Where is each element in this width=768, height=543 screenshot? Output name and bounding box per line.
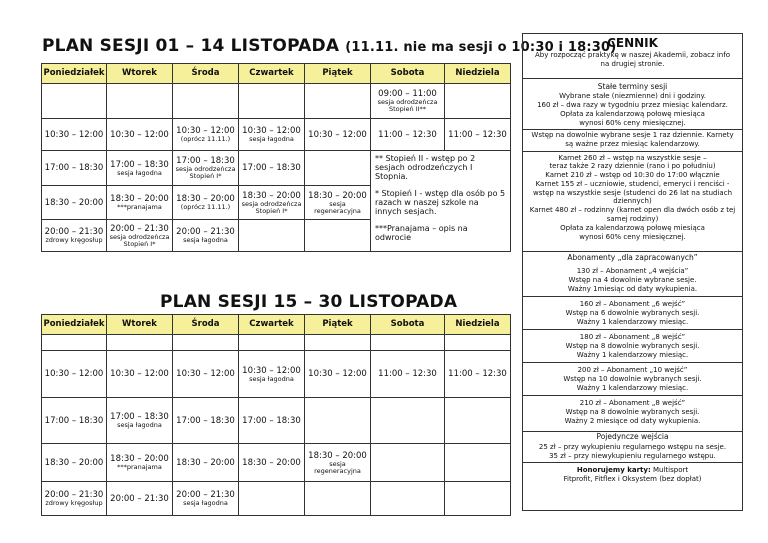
divider <box>523 395 742 396</box>
session-type: sesja łagodna <box>249 374 294 383</box>
session-time: 20:00 – 21:30 <box>110 493 169 504</box>
session-time: 18:30 – 20:00 <box>44 197 104 208</box>
session-time: 20:00 – 21:30 <box>110 223 169 234</box>
schedule-cell <box>371 335 445 351</box>
schedule-cell <box>305 351 371 398</box>
schedule-cell <box>305 335 371 351</box>
schedule-cell <box>305 444 371 482</box>
schedule-cell <box>107 351 173 398</box>
session-time: 10:30 – 12:00 <box>176 126 235 136</box>
session-time: 17:00 – 18:30 <box>110 159 169 170</box>
session-type: sesja regeneracyjna <box>314 459 361 475</box>
cards-title: Honorujemy karty: <box>576 466 651 474</box>
session-type: sesja łagodna <box>183 236 228 244</box>
subscriptions-title: Abonamenty „dla zapracowanych” <box>567 253 698 262</box>
session-time: 10:30 – 12:00 <box>308 369 367 379</box>
subscription-detail: Wstęp na 10 dowolnie wybranych sesji. <box>563 375 702 383</box>
subscription-detail: Wstęp na 8 dowolnie wybranych sesji. <box>565 408 700 416</box>
fixed-terms-subtitle: Wybrane stałe (niezmienne) dni i godziny. <box>559 92 706 100</box>
schedule-cell <box>42 482 107 516</box>
schedule-cell <box>305 84 371 119</box>
schedule-cell <box>371 351 445 398</box>
pass-480: Karnet 480 zł – rodzinny (karnet open dla dwóch osób z tej samej rodziny) <box>529 206 736 223</box>
schedule-cell <box>173 444 239 482</box>
plan2-title: PLAN SESJI 15 – 30 LISTOPADA <box>160 292 458 312</box>
day-header: Wtorek <box>107 315 173 335</box>
schedule-cell <box>305 186 371 220</box>
schedule-cell <box>173 220 239 252</box>
fixed-terms-price: 160 zł – dwa razy w tygodniu przez miesiąc kalendarz. <box>537 101 728 109</box>
subscription-detail: Ważny 1 kalendarzowy miesiąc. <box>576 318 689 326</box>
session-time: 11:00 – 12:30 <box>378 129 437 140</box>
divider <box>523 129 742 130</box>
subscription-name: 210 zł – Abonament „8 wejść” <box>579 399 686 407</box>
subscription-detail: Ważny 1miesiąc od daty wykupienia. <box>567 285 698 293</box>
session-time: 20:00 – 21:30 <box>176 227 235 237</box>
session-time: 10:30 – 12:00 <box>110 129 169 140</box>
session-type: sesja odrodzeńcza Stopień I* <box>175 165 236 180</box>
subscription-name: 130 zł – Abonament „4 wejścia” <box>576 267 689 275</box>
subscription-detail: Wstęp na 8 dowolnie wybranych sesji. <box>565 342 700 350</box>
divider <box>523 329 742 330</box>
schedule-cell <box>239 119 305 151</box>
schedule-cell <box>173 119 239 151</box>
schedule-cell <box>107 335 173 351</box>
schedule-cell <box>239 351 305 398</box>
schedule-cell <box>173 482 239 516</box>
schedule-table-1 <box>41 63 511 252</box>
schedule-cell <box>239 84 305 119</box>
session-time: 18:30 – 20:00 <box>176 194 235 204</box>
schedule-cell <box>305 398 371 444</box>
session-time: 17:00 – 18:30 <box>176 415 235 426</box>
subscription-detail: Wstęp na 6 dowolnie wybranych sesji. <box>565 309 700 317</box>
session-type: (oprócz 11.11.) <box>180 203 231 211</box>
schedule-cell <box>371 398 445 444</box>
price-list-title: CENNIK <box>607 36 658 50</box>
session-time: 11:00 – 12:30 <box>448 129 507 140</box>
cards-line-2: Fitprofit, Fitflex i Oksystem (bez dopłat) <box>563 475 702 483</box>
schedule-cell <box>445 482 511 516</box>
subscription-name: 180 zł – Abonament „8 wejść” <box>579 333 686 341</box>
pass-210: Karnet 210 zł – wstęp od 10:30 do 17:00 włącznie <box>545 171 720 179</box>
subscription-detail: Ważny 1 kalendarzowy miesiąc. <box>576 384 689 392</box>
schedule-cell <box>173 398 239 444</box>
divider <box>523 362 742 363</box>
subscription-name: 200 zł – Abonament „10 wejść” <box>577 366 688 374</box>
session-time: 17:00 – 18:30 <box>44 415 104 426</box>
schedule-cell <box>371 84 445 119</box>
subscription-detail: Ważny 1 kalendarzowy miesiąc. <box>576 351 689 359</box>
schedule-cell <box>239 482 305 516</box>
day-header: Czwartek <box>239 315 305 335</box>
schedule-cell <box>305 119 371 151</box>
day-header: Niedziela <box>445 315 511 335</box>
schedule-cell <box>239 444 305 482</box>
session-time: 09:00 – 11:00 <box>378 89 437 99</box>
schedule-cell <box>42 84 107 119</box>
schedule-table-2 <box>41 314 511 516</box>
schedule-cell <box>305 151 371 186</box>
session-time: 17:00 – 18:30 <box>110 412 169 422</box>
cards-line-1 <box>523 466 742 475</box>
plan1-title-text: PLAN SESJI 01 – 14 LISTOPADA <box>42 36 340 56</box>
fixed-terms-title: Stałe terminy sesji <box>597 82 668 91</box>
session-time: 18:30 – 20:00 <box>44 457 104 468</box>
session-type: (oprócz 11.11.) <box>180 135 231 143</box>
schedule-cell <box>305 220 371 252</box>
day-header: Sobota <box>371 315 445 335</box>
schedule-cell <box>239 335 305 351</box>
single-entry-title: Pojedyncze wejścia <box>596 432 669 441</box>
schedule-note: ***Pranajama – opis na odwrocie <box>375 224 468 242</box>
schedule-cell <box>42 351 107 398</box>
session-time: 18:30 – 20:00 <box>242 190 301 201</box>
divider <box>523 78 742 79</box>
schedule-cell <box>107 119 173 151</box>
schedule-cell <box>173 335 239 351</box>
cards-multisport: Multisport <box>653 466 689 474</box>
schedule-note: * Stopień I - wstęp dla osób po 5 razach w naszej szkole na innych sesjach. <box>375 189 506 216</box>
subscription-detail: Wstęp na 4 dowolnie wybrane sesje. <box>568 276 697 284</box>
schedule-cell <box>107 398 173 444</box>
schedule-cell <box>371 119 445 151</box>
schedule-cell <box>305 482 371 516</box>
schedule-cell <box>445 119 511 151</box>
pass-note: Opłata za kalendarzową połowę miesiąca wynosi 60% ceny miesięcznej. <box>560 224 705 241</box>
day-header: Wtorek <box>107 64 173 84</box>
session-time: 10:30 – 12:00 <box>308 129 367 140</box>
schedule-cell <box>445 444 511 482</box>
session-time: 18:30 – 20:00 <box>242 457 301 468</box>
plan1-subtitle: (11.11. nie ma sesji o 10:30 i 18:30) <box>345 40 617 55</box>
session-time: 11:00 – 12:30 <box>448 369 507 379</box>
session-type: ***pranajama <box>117 203 162 211</box>
pass-155: Karnet 155 zł – uczniowie, studenci, emeryci i renciści - wstęp na wszystkie sesje (studenci do 26 lat na studiach dziennych) <box>532 180 733 205</box>
price-list-intro: Aby rozpocząć praktykę w naszej Akademii, zobacz info na drugiej stronie. <box>535 51 730 68</box>
session-time: 17:00 – 18:30 <box>242 415 301 426</box>
session-type: zdrowy kręgosłup <box>45 499 103 507</box>
session-type: sesja regeneracyjna <box>314 199 361 215</box>
session-time: 10:30 – 12:00 <box>242 126 301 136</box>
day-header: Środa <box>173 64 239 84</box>
schedule-note: ** Stopień II - wstęp po 2 sesjach odrodzeńczych I Stopnia. <box>375 154 476 181</box>
schedule-cell <box>42 186 107 220</box>
schedule-cell <box>42 398 107 444</box>
schedule-cell <box>42 444 107 482</box>
divider <box>523 462 742 463</box>
pass-260-note: teraz także 2 razy dziennie (rano i po południu) <box>549 162 716 170</box>
schedule-cell <box>107 151 173 186</box>
schedule-cell <box>107 186 173 220</box>
session-type: sesja łagodna <box>183 499 228 507</box>
divider <box>523 296 742 297</box>
schedule-cell <box>107 84 173 119</box>
subscription-detail: Ważny 2 miesiące od daty wykupienia. <box>564 417 701 425</box>
session-time: 10:30 – 12:00 <box>44 129 104 140</box>
schedule-cell <box>371 444 445 482</box>
day-header: Czwartek <box>239 64 305 84</box>
divider <box>523 151 742 152</box>
schedule-cell <box>107 220 173 252</box>
schedule-cell <box>173 351 239 398</box>
session-type: sesja łagodna <box>249 135 294 143</box>
session-type: sesja odrodzeńcza Stopień I* <box>109 232 170 248</box>
schedule-cell <box>173 186 239 220</box>
session-type: ***pranajama <box>117 463 162 471</box>
day-header: Piątek <box>305 315 371 335</box>
session-time: 20:00 – 21:30 <box>44 227 104 237</box>
session-time: 17:00 – 18:30 <box>242 163 301 173</box>
passes-title: Wstęp na dowolnie wybrane sesje 1 raz dziennie. Karnety są ważne przez miesiąc kalendarzowy. <box>531 131 734 148</box>
single-entry-regular: 25 zł – przy wykupieniu regularnego wstępu na sesje. <box>538 443 727 451</box>
day-header: Piątek <box>305 64 371 84</box>
day-header: Poniedziałek <box>42 64 107 84</box>
session-time: 18:30 – 20:00 <box>308 450 367 461</box>
session-time: 10:30 – 12:00 <box>44 369 104 379</box>
schedule-cell <box>445 351 511 398</box>
session-type: sesja odrodzeńcza Stopień I* <box>241 199 302 215</box>
session-time: 10:30 – 12:00 <box>242 365 301 376</box>
session-type: sesja odrodzeńcza Stopień II** <box>377 98 438 113</box>
day-header: Sobota <box>371 64 445 84</box>
session-time: 18:30 – 20:00 <box>308 190 367 201</box>
session-time: 10:30 – 12:00 <box>176 369 235 379</box>
schedule-cell <box>42 151 107 186</box>
schedule-cell <box>173 151 239 186</box>
schedule-cell <box>445 398 511 444</box>
divider <box>523 251 742 252</box>
session-time: 18:30 – 20:00 <box>176 457 235 468</box>
price-list-panel <box>522 33 743 511</box>
schedule-cell <box>371 482 445 516</box>
pass-260-text: Karnet 260 zł – wstęp na wszystkie sesje – <box>558 154 707 162</box>
session-type: sesja łagodna <box>117 421 162 429</box>
session-time: 20:00 – 21:30 <box>176 490 235 500</box>
day-header: Poniedziałek <box>42 315 107 335</box>
day-header: Środa <box>173 315 239 335</box>
schedule-cell <box>239 398 305 444</box>
session-time: 10:30 – 12:00 <box>110 369 169 379</box>
session-time: 18:30 – 20:00 <box>110 454 169 464</box>
schedule-cell <box>239 186 305 220</box>
fixed-terms-note: Opłata za kalendarzową połowę miesiąca wynosi 60% ceny miesięcznej. <box>560 110 705 127</box>
day-header: Niedziela <box>445 64 511 84</box>
schedule-cell <box>107 444 173 482</box>
session-time: 20:00 – 21:30 <box>44 490 104 500</box>
schedule-cell <box>42 220 107 252</box>
schedule-cell <box>173 84 239 119</box>
session-time: 17:00 – 18:30 <box>44 163 104 173</box>
schedule-cell <box>239 220 305 252</box>
schedule-cell <box>42 119 107 151</box>
session-type: sesja łagodna <box>117 168 162 177</box>
schedule-notes <box>371 151 511 252</box>
session-time: 18:30 – 20:00 <box>110 194 169 204</box>
schedule-cell <box>445 335 511 351</box>
session-time: 17:00 – 18:30 <box>176 156 235 166</box>
subscription-name: 160 zł – Abonament „6 wejść” <box>579 300 686 308</box>
session-time: 11:00 – 12:30 <box>378 369 437 379</box>
schedule-cell <box>239 151 305 186</box>
session-type: zdrowy kręgosłup <box>45 236 103 244</box>
schedule-cell <box>107 482 173 516</box>
schedule-cell <box>42 335 107 351</box>
schedule-cell <box>445 84 511 119</box>
single-entry-nonregular: 35 zł – przy niewykupieniu regularnego wstępu. <box>549 452 716 460</box>
